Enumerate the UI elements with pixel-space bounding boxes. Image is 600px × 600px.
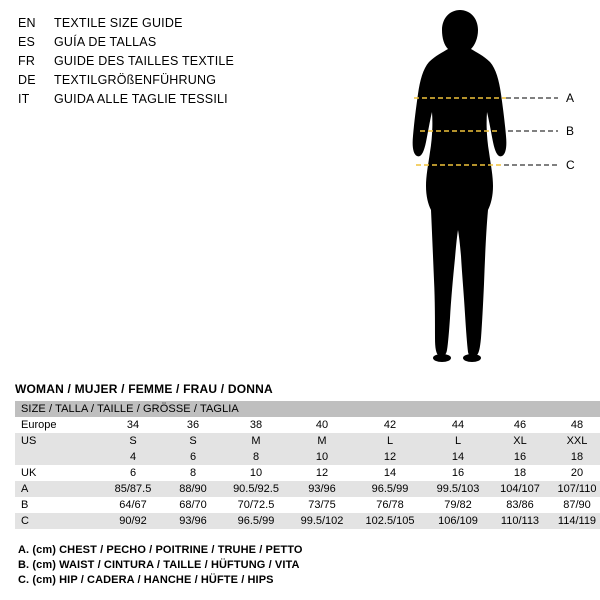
language-text: GUÍA DE TALLAS bbox=[54, 35, 157, 49]
table-cell: 102.5/105 bbox=[355, 513, 425, 529]
table-cell: 83/86 bbox=[491, 497, 549, 513]
measure-label-b: B bbox=[566, 124, 575, 138]
table-cell: 44 bbox=[425, 417, 491, 433]
table-cell: 96.5/99 bbox=[355, 481, 425, 497]
table-cell: 96.5/99 bbox=[223, 513, 289, 529]
table-cell: 18 bbox=[549, 449, 600, 465]
table-cell: 34 bbox=[103, 417, 163, 433]
table-cell: 107/110 bbox=[549, 481, 600, 497]
table-row bbox=[15, 497, 600, 513]
measure-label-c: C bbox=[566, 158, 575, 172]
table-cell: 46 bbox=[491, 417, 549, 433]
language-code: EN bbox=[18, 16, 36, 30]
legend-line-a: A. (cm) CHEST / PECHO / POITRINE / TRUHE / PETTO bbox=[18, 544, 303, 556]
table-cell: S bbox=[103, 433, 163, 449]
table-cell: 99.5/102 bbox=[289, 513, 355, 529]
table-cell: 40 bbox=[289, 417, 355, 433]
table-cell: 93/96 bbox=[163, 513, 223, 529]
table-cell: M bbox=[289, 433, 355, 449]
measurement-legend bbox=[18, 543, 418, 588]
row-label: Europe bbox=[15, 417, 103, 433]
language-code: ES bbox=[18, 35, 36, 49]
size-table-area bbox=[15, 382, 597, 529]
table-cell: 110/113 bbox=[491, 513, 549, 529]
table-cell: 6 bbox=[103, 465, 163, 481]
language-code: DE bbox=[18, 73, 36, 87]
table-header-label: SIZE / TALLA / TAILLE / GRÖSSE / TAGLIA bbox=[15, 401, 600, 417]
row-label bbox=[15, 449, 103, 465]
table-cell: 8 bbox=[163, 465, 223, 481]
language-header-block bbox=[18, 14, 398, 109]
table-cell: 85/87.5 bbox=[103, 481, 163, 497]
table-cell: 93/96 bbox=[289, 481, 355, 497]
table-cell: 90.5/92.5 bbox=[223, 481, 289, 497]
table-header-row bbox=[15, 401, 600, 417]
table-cell: 79/82 bbox=[425, 497, 491, 513]
table-cell: 73/75 bbox=[289, 497, 355, 513]
table-cell: 36 bbox=[163, 417, 223, 433]
legend-line-b: B. (cm) WAIST / CINTURA / TAILLE / HÜFTUNG / VITA bbox=[18, 559, 300, 571]
table-cell: S bbox=[163, 433, 223, 449]
language-text: GUIDA ALLE TAGLIE TESSILI bbox=[54, 92, 228, 106]
language-code: IT bbox=[18, 92, 30, 106]
language-text: TEXTILE SIZE GUIDE bbox=[54, 16, 183, 30]
table-cell: 14 bbox=[425, 449, 491, 465]
row-label: UK bbox=[15, 465, 103, 481]
language-row bbox=[18, 14, 398, 32]
row-label: A bbox=[15, 481, 103, 497]
language-row bbox=[18, 71, 398, 89]
table-cell: 42 bbox=[355, 417, 425, 433]
table-cell: L bbox=[425, 433, 491, 449]
table-cell: 8 bbox=[223, 449, 289, 465]
table-cell: 16 bbox=[425, 465, 491, 481]
table-cell: M bbox=[223, 433, 289, 449]
table-cell: 106/109 bbox=[425, 513, 491, 529]
table-cell: L bbox=[355, 433, 425, 449]
table-cell: 87/90 bbox=[549, 497, 600, 513]
table-caption: WOMAN / MUJER / FEMME / FRAU / DONNA bbox=[15, 382, 273, 396]
table-row bbox=[15, 449, 600, 465]
table-cell: 6 bbox=[163, 449, 223, 465]
table-cell: 14 bbox=[355, 465, 425, 481]
female-silhouette-icon bbox=[380, 0, 600, 375]
table-cell: 68/70 bbox=[163, 497, 223, 513]
language-row bbox=[18, 33, 398, 51]
table-cell: 4 bbox=[103, 449, 163, 465]
table-cell: 99.5/103 bbox=[425, 481, 491, 497]
table-row bbox=[15, 433, 600, 449]
row-label: B bbox=[15, 497, 103, 513]
row-label: US bbox=[15, 433, 103, 449]
table-row bbox=[15, 481, 600, 497]
language-text: TEXTILGRÖßENFÜHRUNG bbox=[54, 73, 217, 87]
table-row bbox=[15, 417, 600, 433]
language-text: GUIDE DES TAILLES TEXTILE bbox=[54, 54, 235, 68]
table-cell: 64/67 bbox=[103, 497, 163, 513]
table-cell: 90/92 bbox=[103, 513, 163, 529]
language-code: FR bbox=[18, 54, 36, 68]
measure-label-a: A bbox=[566, 91, 575, 105]
table-row bbox=[15, 465, 600, 481]
table-cell: 20 bbox=[549, 465, 600, 481]
size-table bbox=[15, 401, 600, 529]
row-label: C bbox=[15, 513, 103, 529]
figure-area bbox=[380, 0, 600, 375]
table-cell: 70/72.5 bbox=[223, 497, 289, 513]
table-cell: 114/119 bbox=[549, 513, 600, 529]
legend-line-c: C. (cm) HIP / CADERA / HANCHE / HÜFTE / HIPS bbox=[18, 574, 274, 586]
table-cell: 16 bbox=[491, 449, 549, 465]
language-row bbox=[18, 52, 398, 70]
table-cell: 10 bbox=[223, 465, 289, 481]
table-cell: 12 bbox=[289, 465, 355, 481]
table-cell: 48 bbox=[549, 417, 600, 433]
table-cell: 104/107 bbox=[491, 481, 549, 497]
table-cell: 88/90 bbox=[163, 481, 223, 497]
table-cell: XL bbox=[491, 433, 549, 449]
table-cell: 76/78 bbox=[355, 497, 425, 513]
language-row bbox=[18, 90, 398, 108]
table-cell: 10 bbox=[289, 449, 355, 465]
table-cell: 38 bbox=[223, 417, 289, 433]
table-cell: 18 bbox=[491, 465, 549, 481]
table-row bbox=[15, 513, 600, 529]
table-cell: 12 bbox=[355, 449, 425, 465]
table-cell: XXL bbox=[549, 433, 600, 449]
